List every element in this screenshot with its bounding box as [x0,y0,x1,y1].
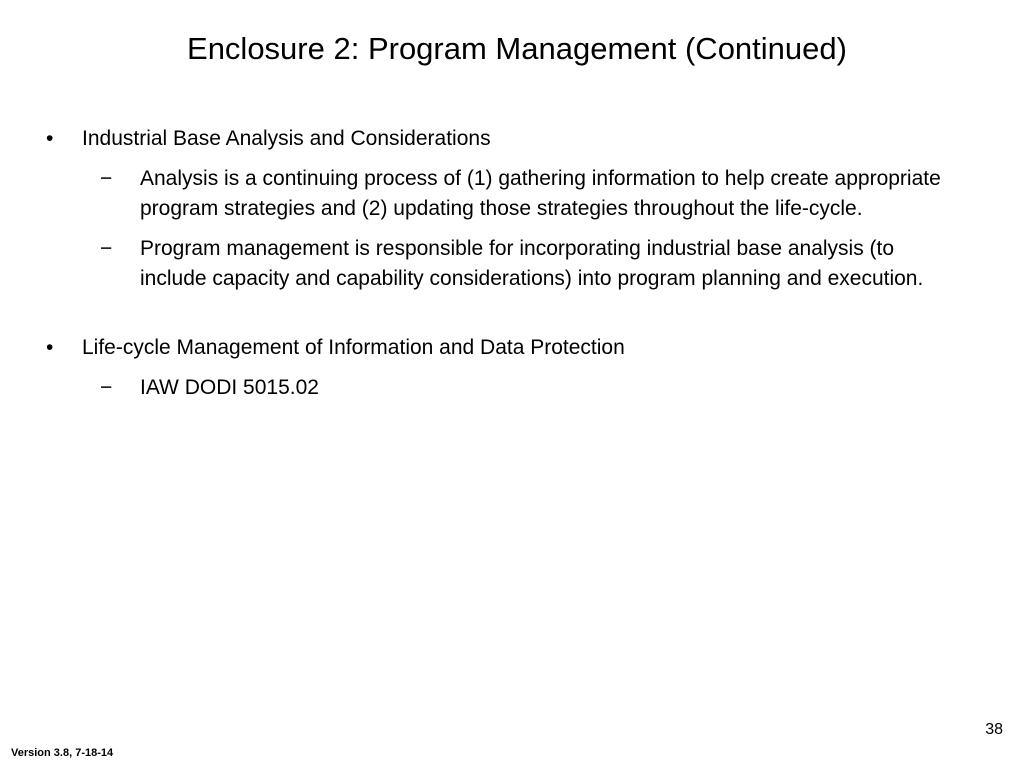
bullet-item [0,124,1024,154]
version-label: Version 3.8, 7-18-14 [11,747,114,759]
sub-item [0,234,960,294]
slide-content [0,124,1024,413]
bullet-item [0,333,1024,363]
slide-title: Enclosure 2: Program Management (Continued) [187,31,847,66]
page-number: 38 [985,721,1003,738]
spacer [0,304,1024,333]
sub-list [0,373,1024,403]
sub-item [0,164,960,224]
bullet-text: Life-cycle Management of Information and Data Protection [82,336,625,359]
bullet-marker: • [46,127,54,150]
sub-item [0,373,960,403]
sub-item-text: IAW DODI 5015.02 [140,376,319,399]
sub-list [0,164,1024,294]
bullet-marker: • [46,336,54,359]
dash-marker: − [100,237,113,260]
dash-marker: − [100,167,113,190]
bullet-text: Industrial Base Analysis and Considerations [82,127,491,150]
sub-item-text: Analysis is a continuing process of (1) gathering information to help create appropriate program strategies and (2) updating those strategies throughout the life-cycle. [140,167,941,220]
sub-item-text: Program management is responsible for incorporating industrial base analysis (to include capacity and capability considerations) into program planning and execution. [140,237,924,290]
dash-marker: − [100,376,113,399]
